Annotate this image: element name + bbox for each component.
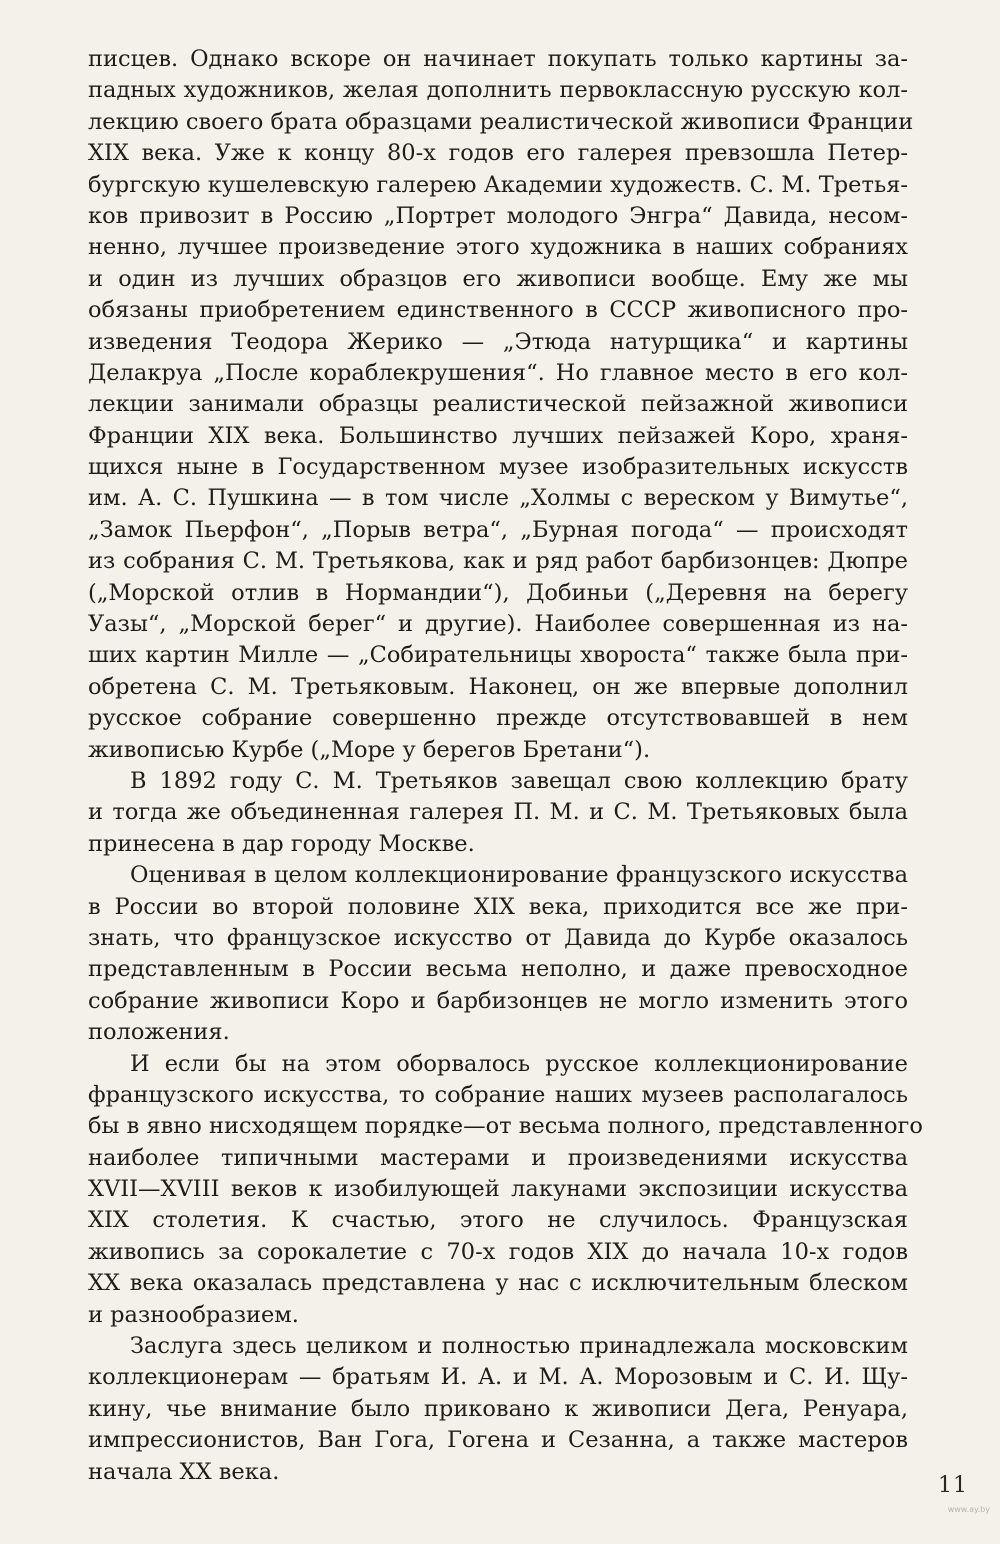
text-line: ков привозит в Россию „Портрет молодого Энгра“ Давида, несом- xyxy=(88,202,908,229)
text-line: и тогда же объединенная галерея П. М. и С. М. Третьяковых была xyxy=(88,799,908,826)
text-line: XIX столетия. К счастью, этого не случилось. Французская xyxy=(88,1207,908,1234)
watermark-text: www.ay.by xyxy=(947,1505,990,1514)
text-line: в России во второй половине XIX века, приходится все же при- xyxy=(88,893,908,920)
text-line: знать, что французское искусство от Давида до Курбе оказалось xyxy=(88,924,908,951)
text-line: XVII—XVIII веков к изобилующей лакунами экспозиции искусства xyxy=(88,1176,908,1203)
text-line: Заслуга здесь целиком и полностью принадлежала московским xyxy=(130,1333,908,1360)
text-line: Франции XIX века. Большинство лучших пейзажей Коро, храня- xyxy=(88,422,908,449)
text-line: („Морской отлив в Нормандии“), Добиньи („Деревня на берегу xyxy=(88,579,908,606)
text-line: коллекционерам — братьям И. А. и М. А. Морозовым и С. И. Щу- xyxy=(88,1364,908,1391)
text-line: Уазы“, „Морской берег“ и другие). Наиболее совершенная из на- xyxy=(88,611,908,638)
text-line: принесена в дар городу Москве. xyxy=(88,830,475,857)
text-line: И если бы на этом оборвалось русское коллекционирование xyxy=(130,1050,908,1077)
text-line: живопись за сорокалетие с 70-х годов XIX до начала 10-х годов xyxy=(88,1238,908,1265)
text-line: ненно, лучшее произведение этого художника в наших собраниях xyxy=(88,234,908,261)
text-line: лекцию своего брата образцами реалистической живописи Франции xyxy=(88,108,914,135)
text-line: щихся ныне в Государственном музее изобразительных искусств xyxy=(88,454,908,481)
text-line: XX века оказалась представлена у нас с исключительным блеском xyxy=(88,1270,908,1297)
text-line: живописью Курбе („Море у берегов Бретани“). xyxy=(88,736,651,763)
text-line: Оценивая в целом коллекционирование французского искусства xyxy=(130,862,908,889)
text-line: изведения Теодора Жерико — „Этюда натурщика“ и картины xyxy=(88,328,908,355)
text-line: из собрания С. М. Третьякова, как и ряд работ барбизонцев: Дюпре xyxy=(88,548,908,575)
text-line: „Замок Пьерфон“, „Порыв ветра“, „Бурная погода“ — происходят xyxy=(88,516,908,543)
text-line: В 1892 году С. М. Третьяков завещал свою коллекцию брату xyxy=(130,767,908,794)
text-line: и разнообразием. xyxy=(88,1301,299,1328)
text-line: и один из лучших образцов его живописи вообще. Ему же мы xyxy=(88,265,908,292)
text-line: обязаны приобретением единственного в СССР живописного про- xyxy=(88,297,908,324)
text-line: кину, чье внимание было приковано к живописи Дега, Ренуара, xyxy=(88,1395,908,1422)
text-line: русское собрание совершенно прежде отсутствовавшей в нем xyxy=(88,705,908,732)
text-line: импрессионистов, Ван Гога, Гогена и Сезанна, а также мастеров xyxy=(88,1427,908,1454)
text-line: им. А. С. Пушкина — в том числе „Холмы с вереском у Вимутье“, xyxy=(88,485,908,512)
text-line: ших картин Милле — „Собирательницы хвороста“ также была при- xyxy=(88,642,908,669)
text-line: наиболее типичными мастерами и произведениями искусства xyxy=(88,1144,908,1171)
text-line: XIX века. Уже к концу 80-х годов его галерея превзошла Петер- xyxy=(88,140,908,167)
text-line: бургскую кушелевскую галерею Академии художеств. С. М. Третья- xyxy=(88,171,908,198)
text-line: собрание живописи Коро и барбизонцев не могло изменить этого xyxy=(88,987,908,1014)
text-line: бы в явно нисходящем порядке—от весьма полного, представленного xyxy=(88,1113,923,1140)
text-line: писцев. Однако вскоре он начинает покупать только картины за- xyxy=(88,46,908,72)
page-number: 11 xyxy=(938,1473,968,1498)
text-line: положения. xyxy=(88,1019,230,1046)
text-line: французского искусства, то собрание наших музеев располагалось xyxy=(88,1081,908,1108)
text-line: представленным в России весьма неполно, и даже превосходное xyxy=(88,956,908,983)
text-line: Делакруа „После кораблекрушения“. Но главное место в его кол- xyxy=(88,359,908,386)
text-line: начала XX века. xyxy=(88,1458,280,1485)
text-line: обретена С. М. Третьяковым. Наконец, он же впервые дополнил xyxy=(88,673,908,700)
text-line: лекции занимали образцы реалистической пейзажной живописи xyxy=(88,391,908,418)
text-line: падных художников, желая дополнить первоклассную русскую кол- xyxy=(88,77,908,104)
body-text xyxy=(88,44,923,1488)
